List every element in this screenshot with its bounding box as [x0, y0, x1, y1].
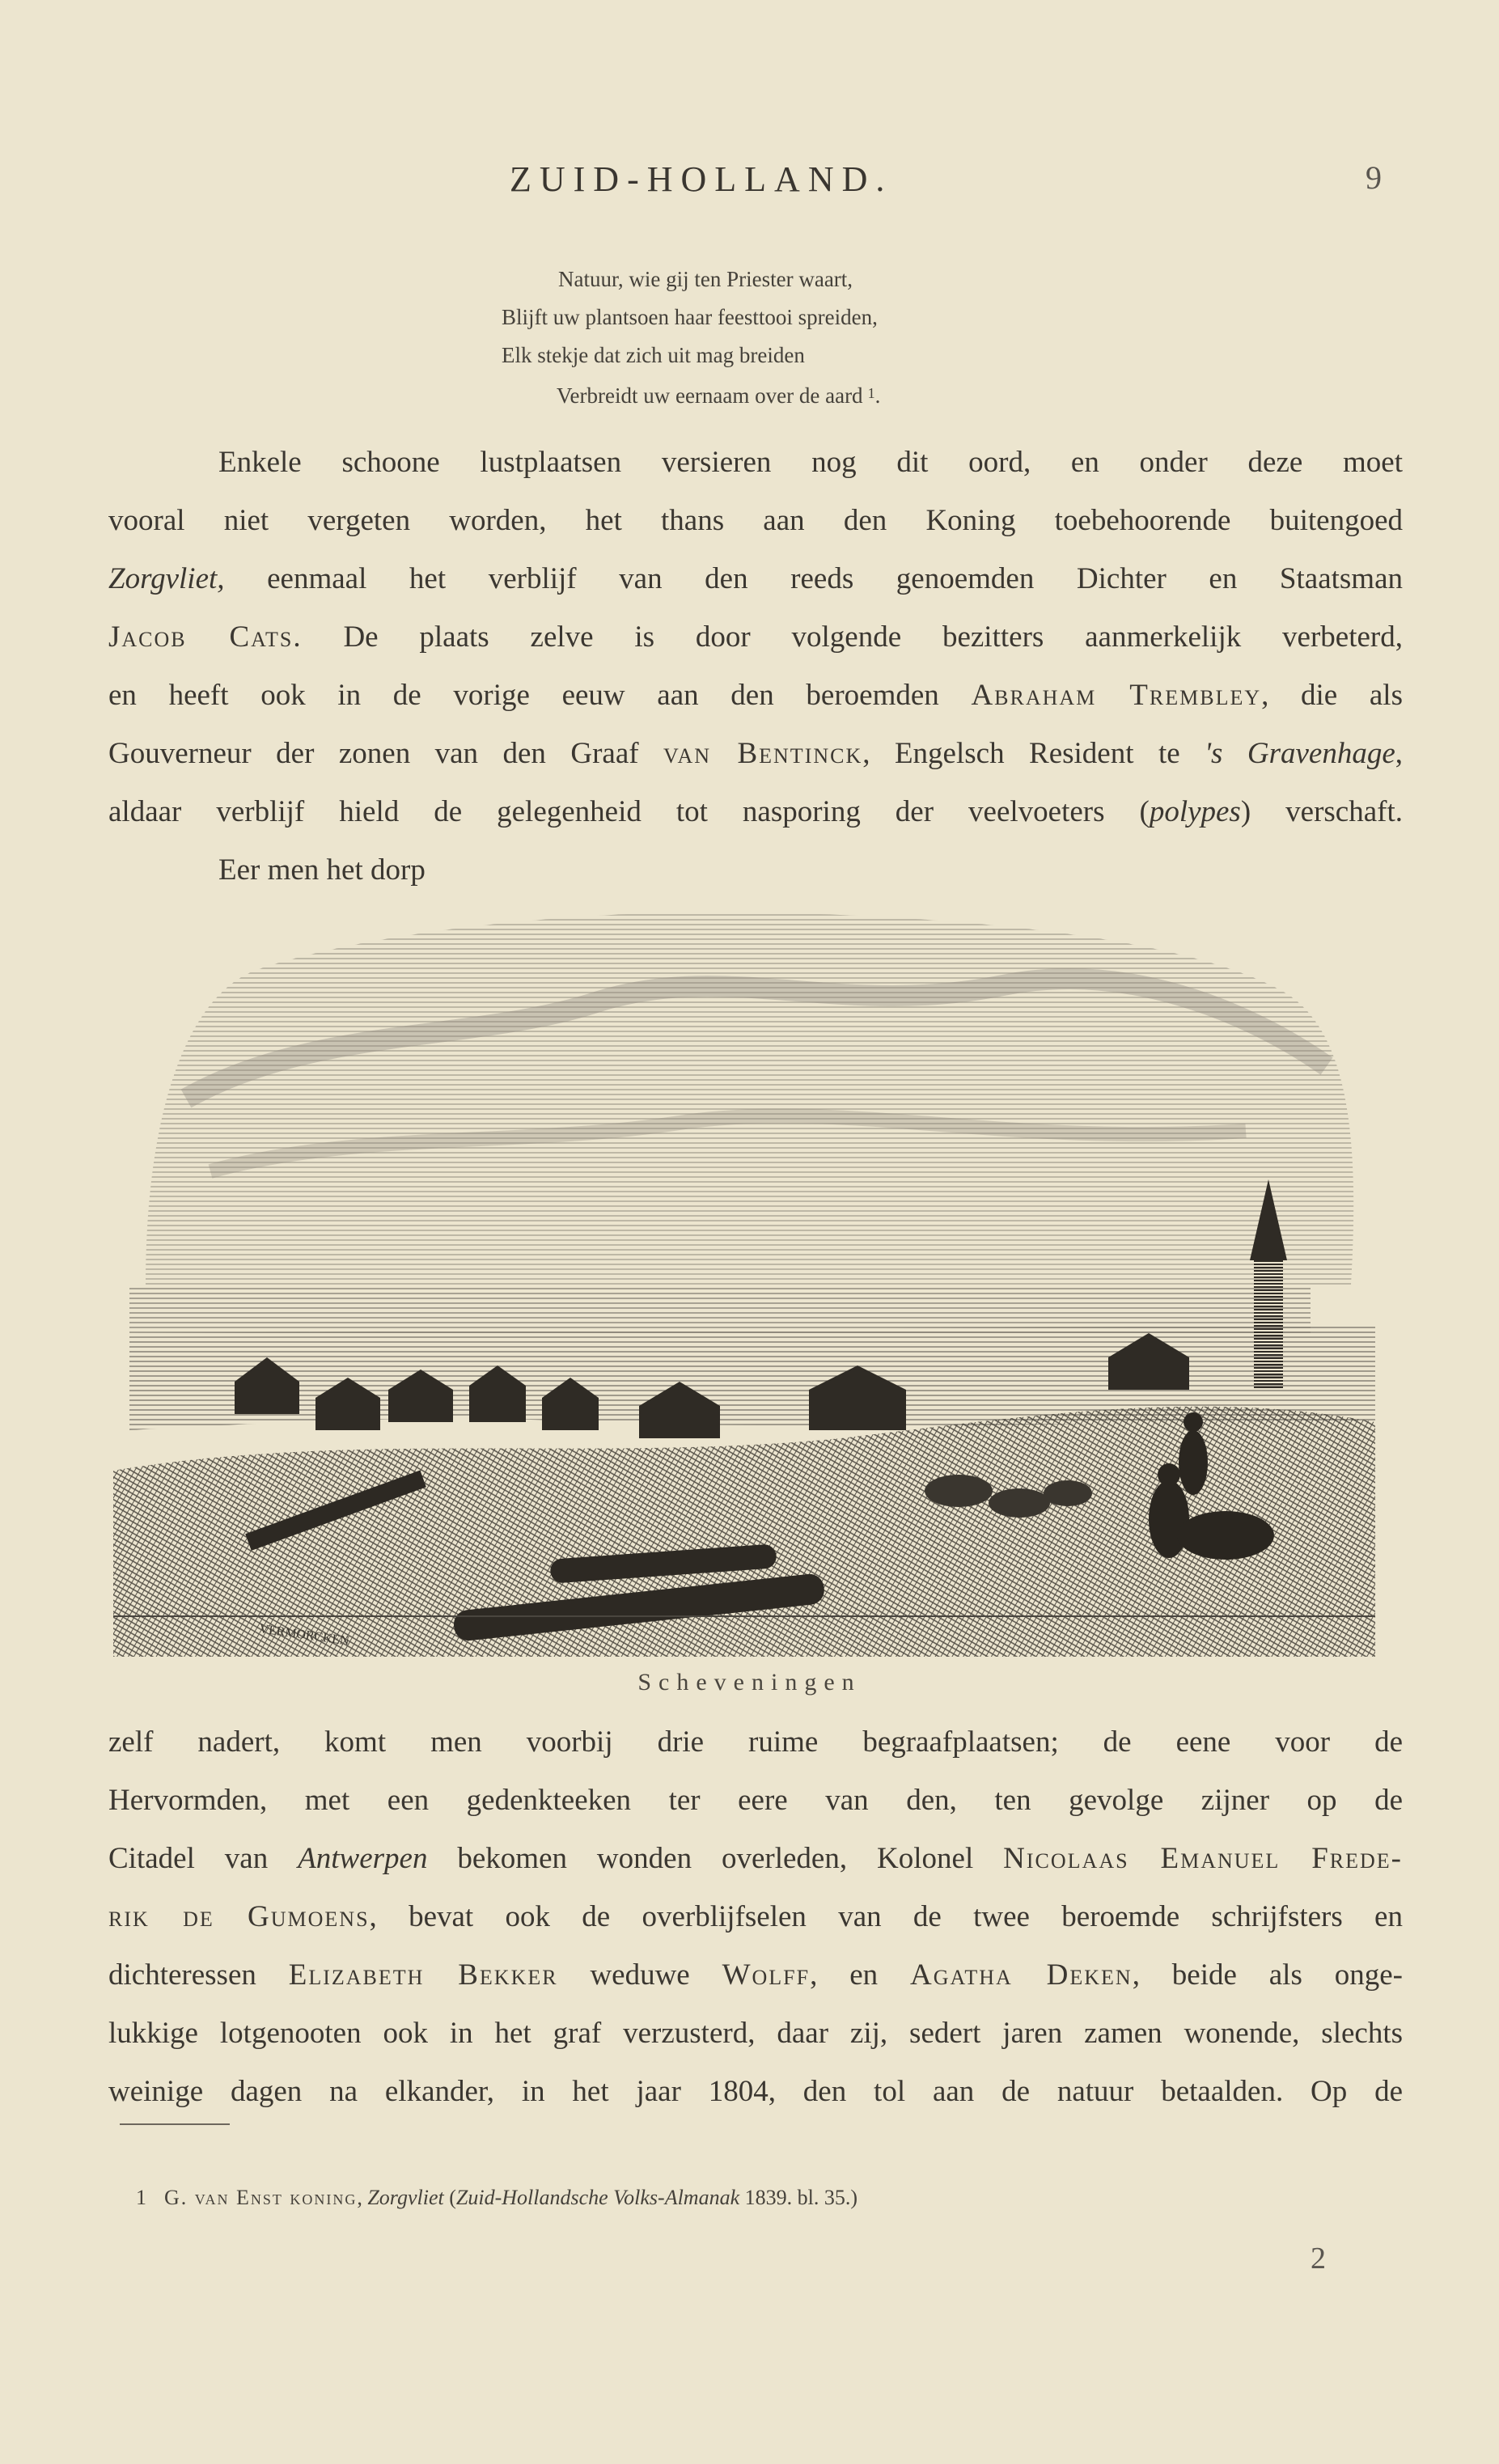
engraver-signature: VERMORCKEN [258, 1622, 350, 1649]
text-line: en heeft ook in de vorige eeuw aan den beroemden Abraham Trembley, die als [108, 679, 1403, 712]
text-line: Hervormden, met een gedenkteeken ter eere van den, ten gevolge zijner op de [108, 1784, 1403, 1817]
scheveningen-engraving [113, 904, 1375, 1657]
text-line: dichteressen Elizabeth Bekker weduwe Wolff, en Agatha Deken, beide als onge- [108, 1958, 1403, 1992]
engraving-illustration [113, 904, 1375, 1657]
text-line: rik de Gumoens, bevat ook de overblijfselen van de twee beroemde schrijfsters en [108, 1900, 1403, 1933]
paragraph-1 [108, 434, 1403, 900]
footnote-mark: 1 [136, 2186, 146, 2209]
illustration-caption: Scheveningen [637, 1669, 862, 1696]
footnote: 1 G. van Enst koning, Zorgvliet (Zuid-Hollandsche Volks-Almanak 1839. bl. 35.) [136, 2186, 858, 2209]
poem-line: Natuur, wie gij ten Priester waart, [558, 267, 853, 291]
footnote-reference: 1 [867, 385, 875, 401]
text-line: vooral niet vergeten worden, het thans aan den Koning toebehoorende buitengoed [108, 504, 1403, 537]
poem-line: Verbreidt uw eernaam over de aard $^1$. [557, 383, 881, 408]
text-line: aldaar verblijf hield de gelegenheid tot nasporing der veelvoeters (polypes) verschaft. [108, 795, 1403, 828]
text-line: Zorgvliet, eenmaal het verblijf van den reeds genoemden Dichter en Staatsman [108, 562, 1403, 595]
text-line: Enkele schoone lustplaatsen versieren nog dit oord, en onder deze moet [218, 446, 1403, 479]
footnote-rule [120, 2123, 230, 2125]
poem-line: Blijft uw plantsoen haar feesttooi spreiden, [502, 305, 878, 329]
signature-mark: 2 [1311, 2242, 1326, 2276]
text-line: Eer men het dorp [218, 853, 426, 887]
text-line: Gouverneur der zonen van den Graaf van Bentinck, Engelsch Resident te 's Gravenhage, [108, 737, 1404, 770]
text-line: lukkige lotgenooten ook in het graf verzusterd, daar zij, sedert jaren zamen wonende, slechts [108, 2017, 1403, 2050]
running-head [0, 159, 1499, 207]
text-line: Jacob Cats. De plaats zelve is door volgende bezitters aanmerkelijk verbeterd, [108, 620, 1403, 654]
text-line: zelf nadert, komt men voorbij drie ruime begraafplaatsen; de eene voor de [108, 1725, 1403, 1759]
text-line: weinige dagen na elkander, in het jaar 1804, den tol aan de natuur betaalden. Op de [108, 2075, 1403, 2108]
page-number: 9 [1366, 159, 1382, 196]
text-line: Citadel van Antwerpen bekomen wonden overleden, Kolonel Nicolaas Emanuel Frede- [108, 1842, 1404, 1875]
poem-quotation [502, 260, 1068, 415]
running-title: ZUID-HOLLAND. [510, 159, 893, 199]
paragraph-2 [108, 1713, 1403, 2121]
poem-line: Elk stekje dat zich uit mag breiden [502, 343, 805, 367]
